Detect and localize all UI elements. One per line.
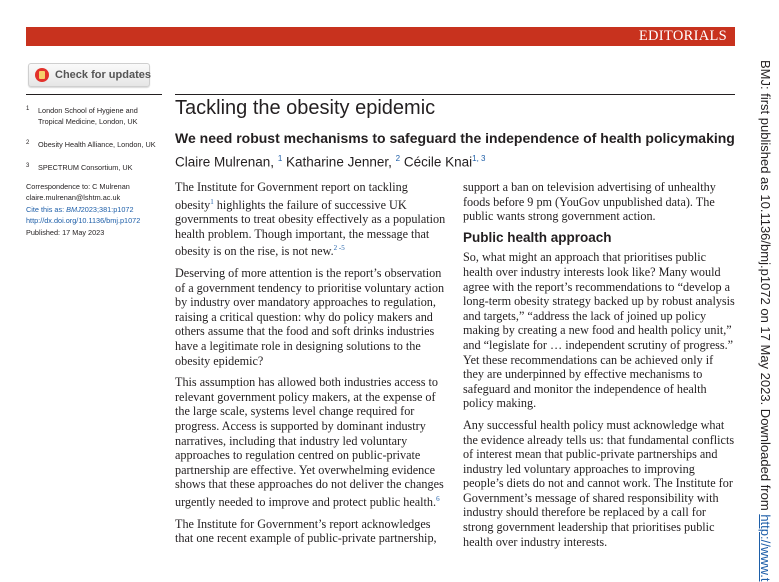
download-note [758, 60, 773, 582]
reference-link[interactable]: 1 [210, 197, 214, 206]
citation-journal: BMJ [66, 204, 81, 214]
article-title: Tackling the obesity epidemic [175, 97, 436, 119]
citation-ref: 2023;381:p1072 [80, 204, 134, 214]
correspondence-name: Correspondence to: C Mulrenan [26, 182, 130, 191]
text-run: The Institute for Government report on tackling obesity [175, 180, 408, 212]
paragraph: So, what might an approach that prioritises public health over industry interests look like? Many would agree with the report’s recommendations to “develop a long-term obesity strategy backed up by robust analysis and targets,” “address the lack of joined up policy making by creating a new food and health policy unit,” and “legislate for … independent scrutiny of progress.” Yet these recommendations can be achieved only if they are underpinned by effective mechanisms to safeguard and monitor the independence of health policy making. [463, 250, 735, 411]
title-rule [175, 94, 735, 95]
body-column-right [463, 180, 736, 556]
citation-label: Cite this as: [26, 204, 65, 214]
affiliation-text: Obesity Health Alliance, London, UK [38, 140, 156, 149]
affiliation-text: SPECTRUM Consortium, UK [38, 163, 133, 172]
crossmark-icon [35, 68, 49, 82]
author-affiliation[interactable]: 1 [277, 154, 283, 163]
paragraph [175, 375, 448, 509]
affiliation-number: 3 [26, 163, 30, 169]
affiliation-number: 2 [26, 140, 30, 146]
text-run: highlights the failure of successive UK governments to treat obesity effectively as a population health problem. Though important, the message that obesity is on the rise, is not new. [175, 197, 446, 259]
affiliation-text: London School of Hygiene and Tropical Medicine, London, UK [38, 106, 138, 126]
author-name: Claire Mulrenan, [175, 154, 275, 170]
paragraph: Deserving of more attention is the report’s observation of a government tendency to prioritise voluntary action by industry over mandatory approaches to regulation, raising a critical question: why do policy makers and others assume that the food and soft drinks industries have a legitimate role in designing solutions to the obesity epidemic? [175, 266, 445, 368]
correspondence-email[interactable]: claire.mulrenan@lshtm.ac.uk [26, 193, 121, 203]
affiliation-item [26, 105, 162, 127]
author-list [175, 154, 485, 170]
download-link[interactable]: http://www.t [758, 514, 773, 582]
text-run: This assumption has allowed both industries access to relevant government policy makers, at the expense of the large scale, systems level change required for progress. Access is supported by dominant industry narratives, including that industry led voluntary approaches to regulation centred on public-private partnership are effective. Yet overwhelming evidence shows that these approaches do not deliver the changes urgently needed to improve and protect public health. [175, 375, 444, 510]
paragraph: support a ban on television advertising of unhealthy foods before 9 pm (YouGov unpublished data). The public wants strong government action. [463, 180, 716, 224]
citation [26, 204, 162, 215]
affiliation-item [26, 139, 162, 150]
body-column-left [175, 180, 448, 553]
section-label: EDITORIALS [638, 28, 727, 44]
author-name: Cécile Knai [403, 154, 473, 170]
published-date: Published: 17 May 2023 [26, 227, 105, 237]
affiliation-item [26, 162, 162, 173]
reference-link[interactable]: 6 [436, 495, 440, 503]
article-sidebar [26, 94, 162, 238]
reference-link[interactable]: 2 -5 [333, 244, 345, 253]
author-affiliation[interactable]: 2 [395, 154, 401, 163]
doi-link[interactable]: http://dx.doi.org/10.1136/bmj.p1072 [26, 216, 141, 226]
section-heading: Public health approach [463, 229, 612, 245]
correspondence [26, 181, 162, 238]
paragraph: The Institute for Government’s report acknowledges that one recent example of public-private partnership, [175, 516, 437, 546]
download-note-text: BMJ: first published as 10.1136/bmj.p1072 on 17 May 2023. Downloaded from [758, 60, 773, 515]
section-banner [26, 27, 735, 46]
check-for-updates-button[interactable] [28, 63, 150, 87]
affiliation-number: 1 [26, 106, 30, 112]
article-subtitle: We need robust mechanisms to safeguard the independence of health policymaking [175, 130, 735, 146]
author-name: Katharine Jenner, [286, 154, 392, 170]
paragraph: Any successful health policy must acknowledge what the evidence already tells us: that fundamental conflicts of interest mean that public-private partnerships and industry led voluntary approaches to improving people’s diets do not and cannot work. The Institute for Government’s message of shared responsibility with industry should therefore be replaced by a call for strong government leadership that prioritises public health over industry interests. [463, 417, 735, 549]
author-affiliation[interactable]: 1, 3 [472, 154, 486, 163]
paragraph [175, 180, 448, 259]
check-for-updates-label: Check for updates [55, 69, 151, 81]
